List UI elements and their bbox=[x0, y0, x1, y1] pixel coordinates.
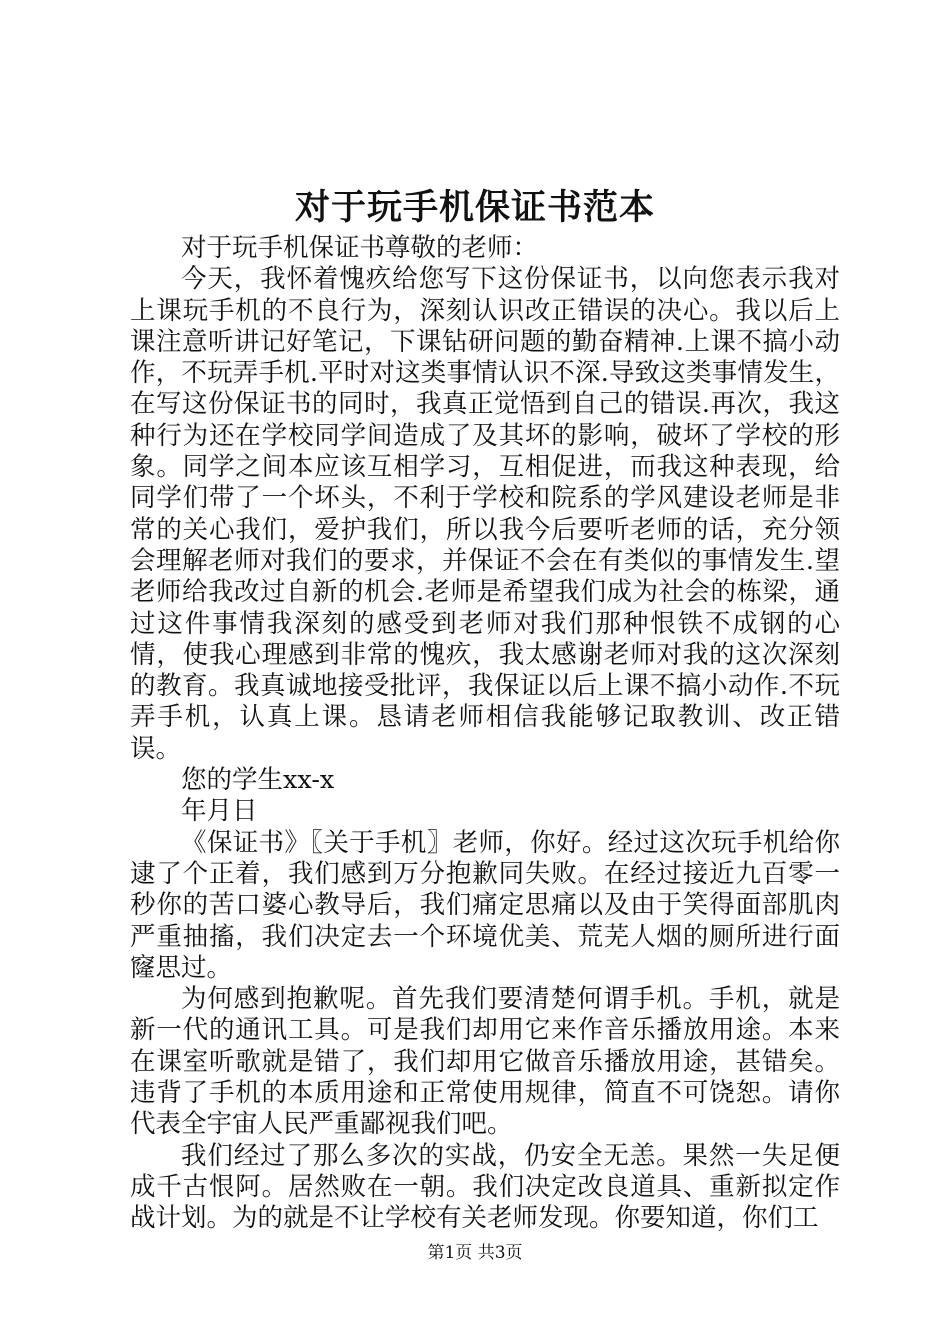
salutation-paragraph: 对于玩手机保证书尊敬的老师： bbox=[181, 233, 539, 263]
body-paragraph: 《保证书》〖关于手机〗老师，你好。经过这次玩手机给你逮了个正着，我们感到万分抱歉同失败。在经过接近九百零一秒你的苦口婆心教导后，我们痛定思痛以及由于笑得面部肌肉严重抽搐，我们决定去一个环境优美、荒芜人烟的厕所进行面窿思过。 bbox=[130, 827, 840, 983]
body-paragraph: 我们经过了那么多次的实战，仍安全无恙。果然一失足便成千古恨阿。居然败在一朝。我们决定改良道具、重新拟定作战计划。为的就是不让学校有关老师发现。你要知道，你们工 bbox=[130, 1140, 840, 1234]
body-paragraph: 为何感到抱歉呢。首先我们要清楚何谓手机。手机，就是新一代的通讯工具。可是我们却用它来作音乐播放用途。本来在课室听歌就是错了，我们却用它做音乐播放用途，甚错矣。违背了手机的本质用途和正常使用规律，简直不可饶恕。请你代表全宇宙人民严重鄙视我们吧。 bbox=[130, 984, 840, 1140]
signature-line: 您的学生xx-x bbox=[181, 765, 335, 796]
body-paragraph: 今天，我怀着愧疚给您写下这份保证书，以向您表示我对上课玩手机的不良行为，深刻认识改正错误的决心。我以后上课注意听讲记好笔记，下课钻研问题的勤奋精神.上课不搞小动作，不玩弄手机.平时对这类事情认识不深.导致这类事情发生，在写这份保证书的同时，我真正觉悟到自己的错误.再次，我这种行为还在学校同学间造成了及其坏的影响，破坏了学校的形象。同学之间本应该互相学习，互相促进，而我这种表现，给同学们带了一个坏头，不利于学校和院系的学风建设老师是非常的关心我们，爱护我们，所以我今后要听老师的话，充分领会理解老师对我们的要求，并保证不会在有类似的事情发生.望老师给我改过自新的机会.老师是希望我们成为社会的栋梁，通过这件事情我深刻的感受到老师对我们那种恨铁不成钢的心情，使我心理感到非常的愧疚，我太感谢老师对我的这次深刻的教育。我真诚地接受批评，我保证以后上课不搞小动作.不玩弄手机，认真上课。恳请老师相信我能够记取教训、改正错误。 bbox=[130, 264, 840, 764]
document-title: 对于玩手机保证书范本 bbox=[294, 187, 655, 228]
document-body bbox=[130, 233, 840, 1235]
page-number-footer: 第1页 共3页 bbox=[427, 1243, 523, 1263]
date-line: 年月日 bbox=[181, 796, 258, 827]
